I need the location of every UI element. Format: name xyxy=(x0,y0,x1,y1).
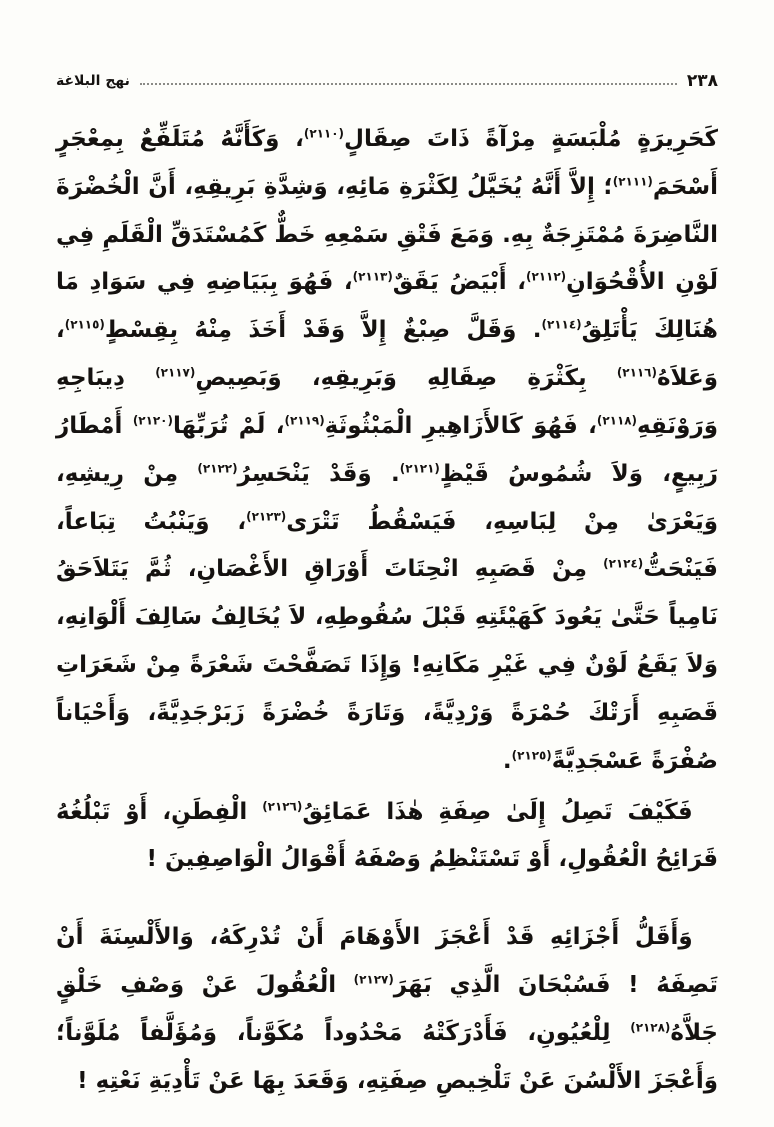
paragraph-limits-of-description: فَكَيْفَ تَصِلُ إِلَىٰ صِفَةِ هٰذَا عَمَائِقُ$^{(٢١٢٦)}$ الْفِطَنِ، أَوْ تَبْلُغُهُ قَرَائِحُ الْعُقُولِ، أَوْ تَسْتَنْظِمُ وَصْفَهُ أَقْوَالُ الْوَاصِفِينَ ! xyxy=(56,798,718,873)
book-title: نهج البلاغة xyxy=(56,73,130,89)
paragraph-glorification: وَأَقَلُّ أَجْزَائِهِ قَدْ أَعْجَزَ الأَوْهَامَ أَنْ تُدْرِكَهُ، وَالأَلْسِنَةَ أَنْ تَصِفَهُ ! فَسُبْحَانَ الَّذِي بَهَرَ$^{(٢١٢٧)}$ الْعُقُولَ عَنْ وَصْفِ خَلْقٍ جَلاَّهُ$^{(٢١٢٨)}$ لِلْعُيُونِ، فَأَدْرَكَتْهُ مَحْدُوداً مُكَوَّناً، وَمُؤَلَّفاً مُلَوَّناً؛ وَأَعْجَزَ الأَلْسُنَ عَنْ تَلْخِيصِ صِفَتِهِ، وَقَعَدَ بِهَا عَنْ تَأْدِيَةِ نَعْتِهِ ! xyxy=(56,924,719,1094)
header-dotted-divider xyxy=(140,83,677,85)
page-body xyxy=(56,116,718,1106)
page-number: ٢٣٨ xyxy=(686,71,718,91)
paragraph-peacock-description: كَحَرِيرَةٍ مُلْبَسَةٍ مِرْآةً ذَاتَ صِقَالٍ$^{(٢١١٠)}$، وَكَأَنَّهُ مُتَلَفِّعٌ بِمِعْجَرٍ أَسْحَمَ$^{(٢١١١)}$؛ إِلاَّ أَنَّهُ يُخَيَّلُ لِكَثْرَةِ مَائِهِ، وَشِدَّةِ بَرِيقِهِ، أَنَّ الْخُضْرَةَ النَّاضِرَةَ مُمْتَزِجَةٌ بِهِ. وَمَعَ فَتْقِ سَمْعِهِ خَطٌّ كَمُسْتَدَقِّ الْقَلَمِ فِي لَوْنِ الأُقْحُوَانِ$^{(٢١١٢)}$، أَبْيَضُ يَقَقٌ$^{(٢١١٣)}$، فَهُوَ بِبَيَاضِهِ فِي سَوَادِ مَا هُنَالِكَ يَأْتَلِقُ$^{(٢١١٤)}$. وَقَلَّ صِبْغٌ إِلاَّ وَقَدْ أَخَذَ مِنْهُ بِقِسْطٍ$^{(٢١١٥)}$، وَعَلاَهُ$^{(٢١١٦)}$ بِكَثْرَةِ صِقَالِهِ وَبَرِيقِهِ، وَبَصِيصِ$^{(٢١١٧)}$ دِيبَاجِهِ وَرَوْنَقِهِ$^{(٢١١٨)}$، فَهُوَ كَالأَزَاهِيرِ الْمَبْثُوثَةِ$^{(٢١١٩)}$، لَمْ تُرَبِّهَا$^{(٢١٢٠)}$ أَمْطَارُ رَبِيعٍ، وَلاَ شُمُوسُ قَيْظٍ$^{(٢١٢١)}$. وَقَدْ يَنْحَسِرُ$^{(٢١٢٢)}$ مِنْ رِيشِهِ، وَيَعْرَىٰ مِنْ لِبَاسِهِ، فَيَسْقُطُ تَتْرَى$^{(٢١٢٣)}$، وَيَنْبُتُ تِبَاعاً، فَيَنْحَتُّ$^{(٢١٢٤)}$ مِنْ قَصَبِهِ انْحِتَاتَ أَوْرَاقِ الأَغْصَانِ، ثُمَّ يَتَلاَحَقُ نَامِياً حَتَّىٰ يَعُودَ كَهَيْئَتِهِ قَبْلَ سُقُوطِهِ، لاَ يُخَالِفُ سَالِفَ أَلْوَانِهِ، وَلاَ يَقَعُ لَوْنٌ فِي غَيْرِ مَكَانِهِ! وَإِذَا تَصَفَّحْتَ شَعْرَةً مِنْ شَعَرَاتِ قَصَبِهِ أَرَتْكَ حُمْرَةً وَرْدِيَّةً، وَتَارَةً خُضْرَةً زَبَرْجَدِيَّةً، وَأَحْيَاناً صُفْرَةً عَسْجَدِيَّةً$^{(٢١٢٥)}$. xyxy=(56,126,719,774)
page-header xyxy=(56,68,718,94)
